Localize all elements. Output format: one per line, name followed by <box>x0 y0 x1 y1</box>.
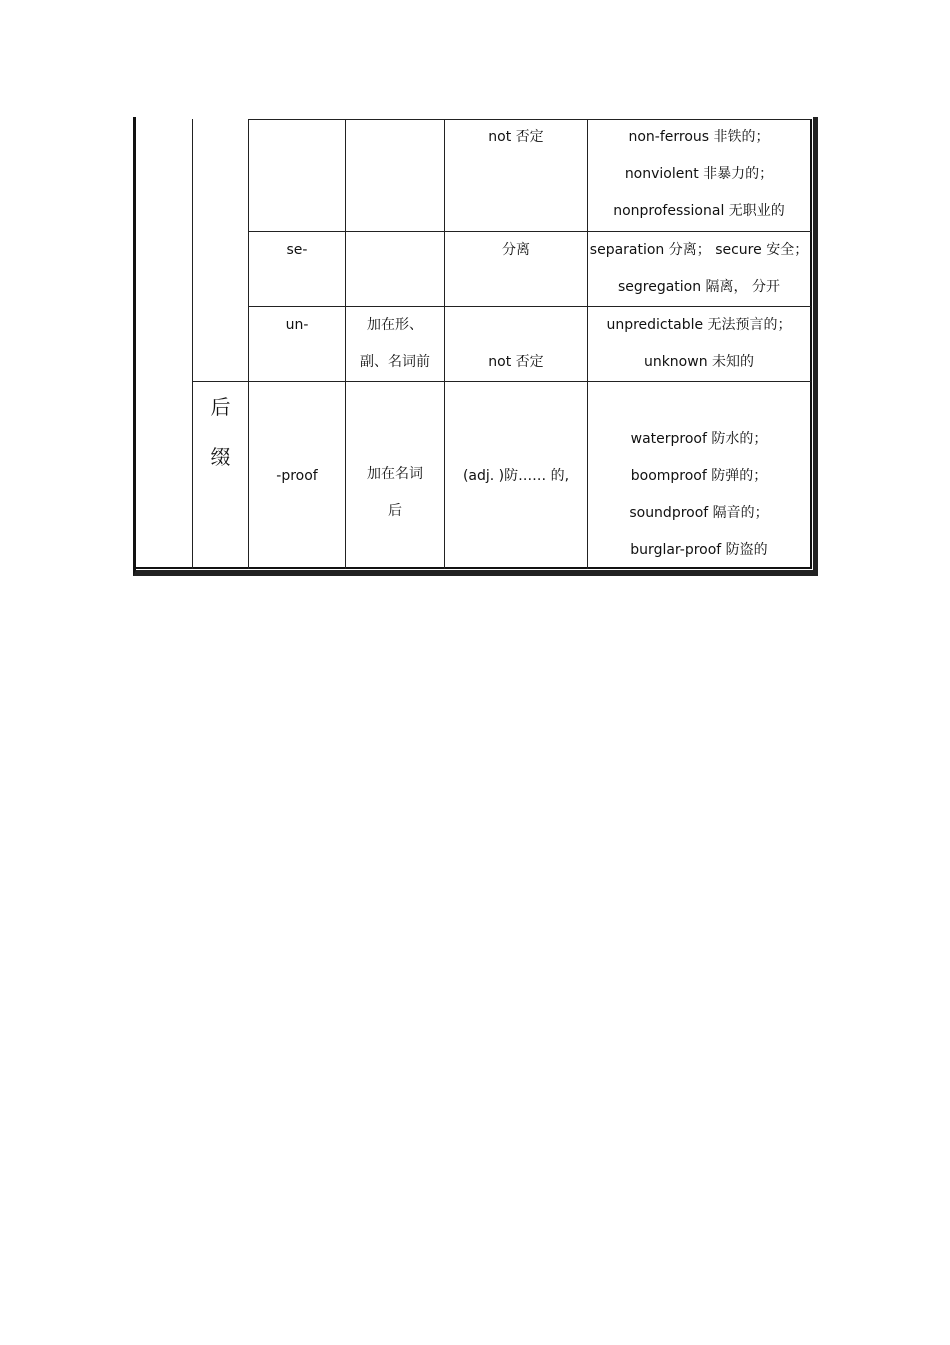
affix-cell <box>249 458 345 495</box>
affix-text: un- <box>285 317 309 333</box>
examples-cell <box>588 119 810 230</box>
meaning-text: not 否定 <box>488 129 544 145</box>
example-text: separation 分离； secure 安全； <box>589 242 809 258</box>
category-cell <box>193 382 248 482</box>
example-text: nonprofessional 无职业的 <box>613 203 785 219</box>
meaning-text: not 否定 <box>488 354 544 370</box>
affix-cell <box>249 307 345 344</box>
grid-line <box>192 119 193 569</box>
meaning-cell <box>445 458 587 495</box>
usage-cell <box>346 307 444 381</box>
examples-cell <box>588 421 810 569</box>
meaning-cell <box>445 344 587 381</box>
meaning-cell <box>445 119 587 156</box>
example-text: nonviolent 非暴力的； <box>624 166 774 182</box>
usage-text: 后 <box>388 503 402 519</box>
example-text: waterproof 防水的； <box>630 431 768 447</box>
table-inner-right-border <box>810 119 812 569</box>
meaning-text: 分离 <box>502 242 530 258</box>
usage-text: 加在形、 <box>367 317 423 333</box>
affix-text: se- <box>286 242 308 258</box>
example-text: unknown 未知的 <box>643 354 755 370</box>
example-text: soundproof 隔音的； <box>629 505 769 521</box>
examples-cell <box>588 232 810 306</box>
affix-text: -proof <box>276 468 318 484</box>
category-text: 缀 <box>210 445 231 469</box>
example-text: unpredictable 无法预言的； <box>606 317 792 333</box>
example-text: segregation 隔离， 分开 <box>617 279 781 295</box>
usage-text: 副、名词前 <box>360 354 430 370</box>
usage-text: 加在名词 <box>367 466 423 482</box>
example-text: burglar-proof 防盗的 <box>630 542 768 558</box>
meaning-text: (adj. )防…… 的, <box>462 468 570 484</box>
grid-line <box>192 381 811 382</box>
category-text: 后 <box>210 395 231 419</box>
meaning-cell <box>445 232 587 269</box>
grid-line <box>248 119 249 569</box>
example-text: boomproof 防弹的； <box>630 468 768 484</box>
example-text: non-ferrous 非铁的； <box>628 129 770 145</box>
usage-cell <box>346 456 444 530</box>
examples-cell <box>588 307 810 381</box>
affix-cell <box>249 232 345 269</box>
